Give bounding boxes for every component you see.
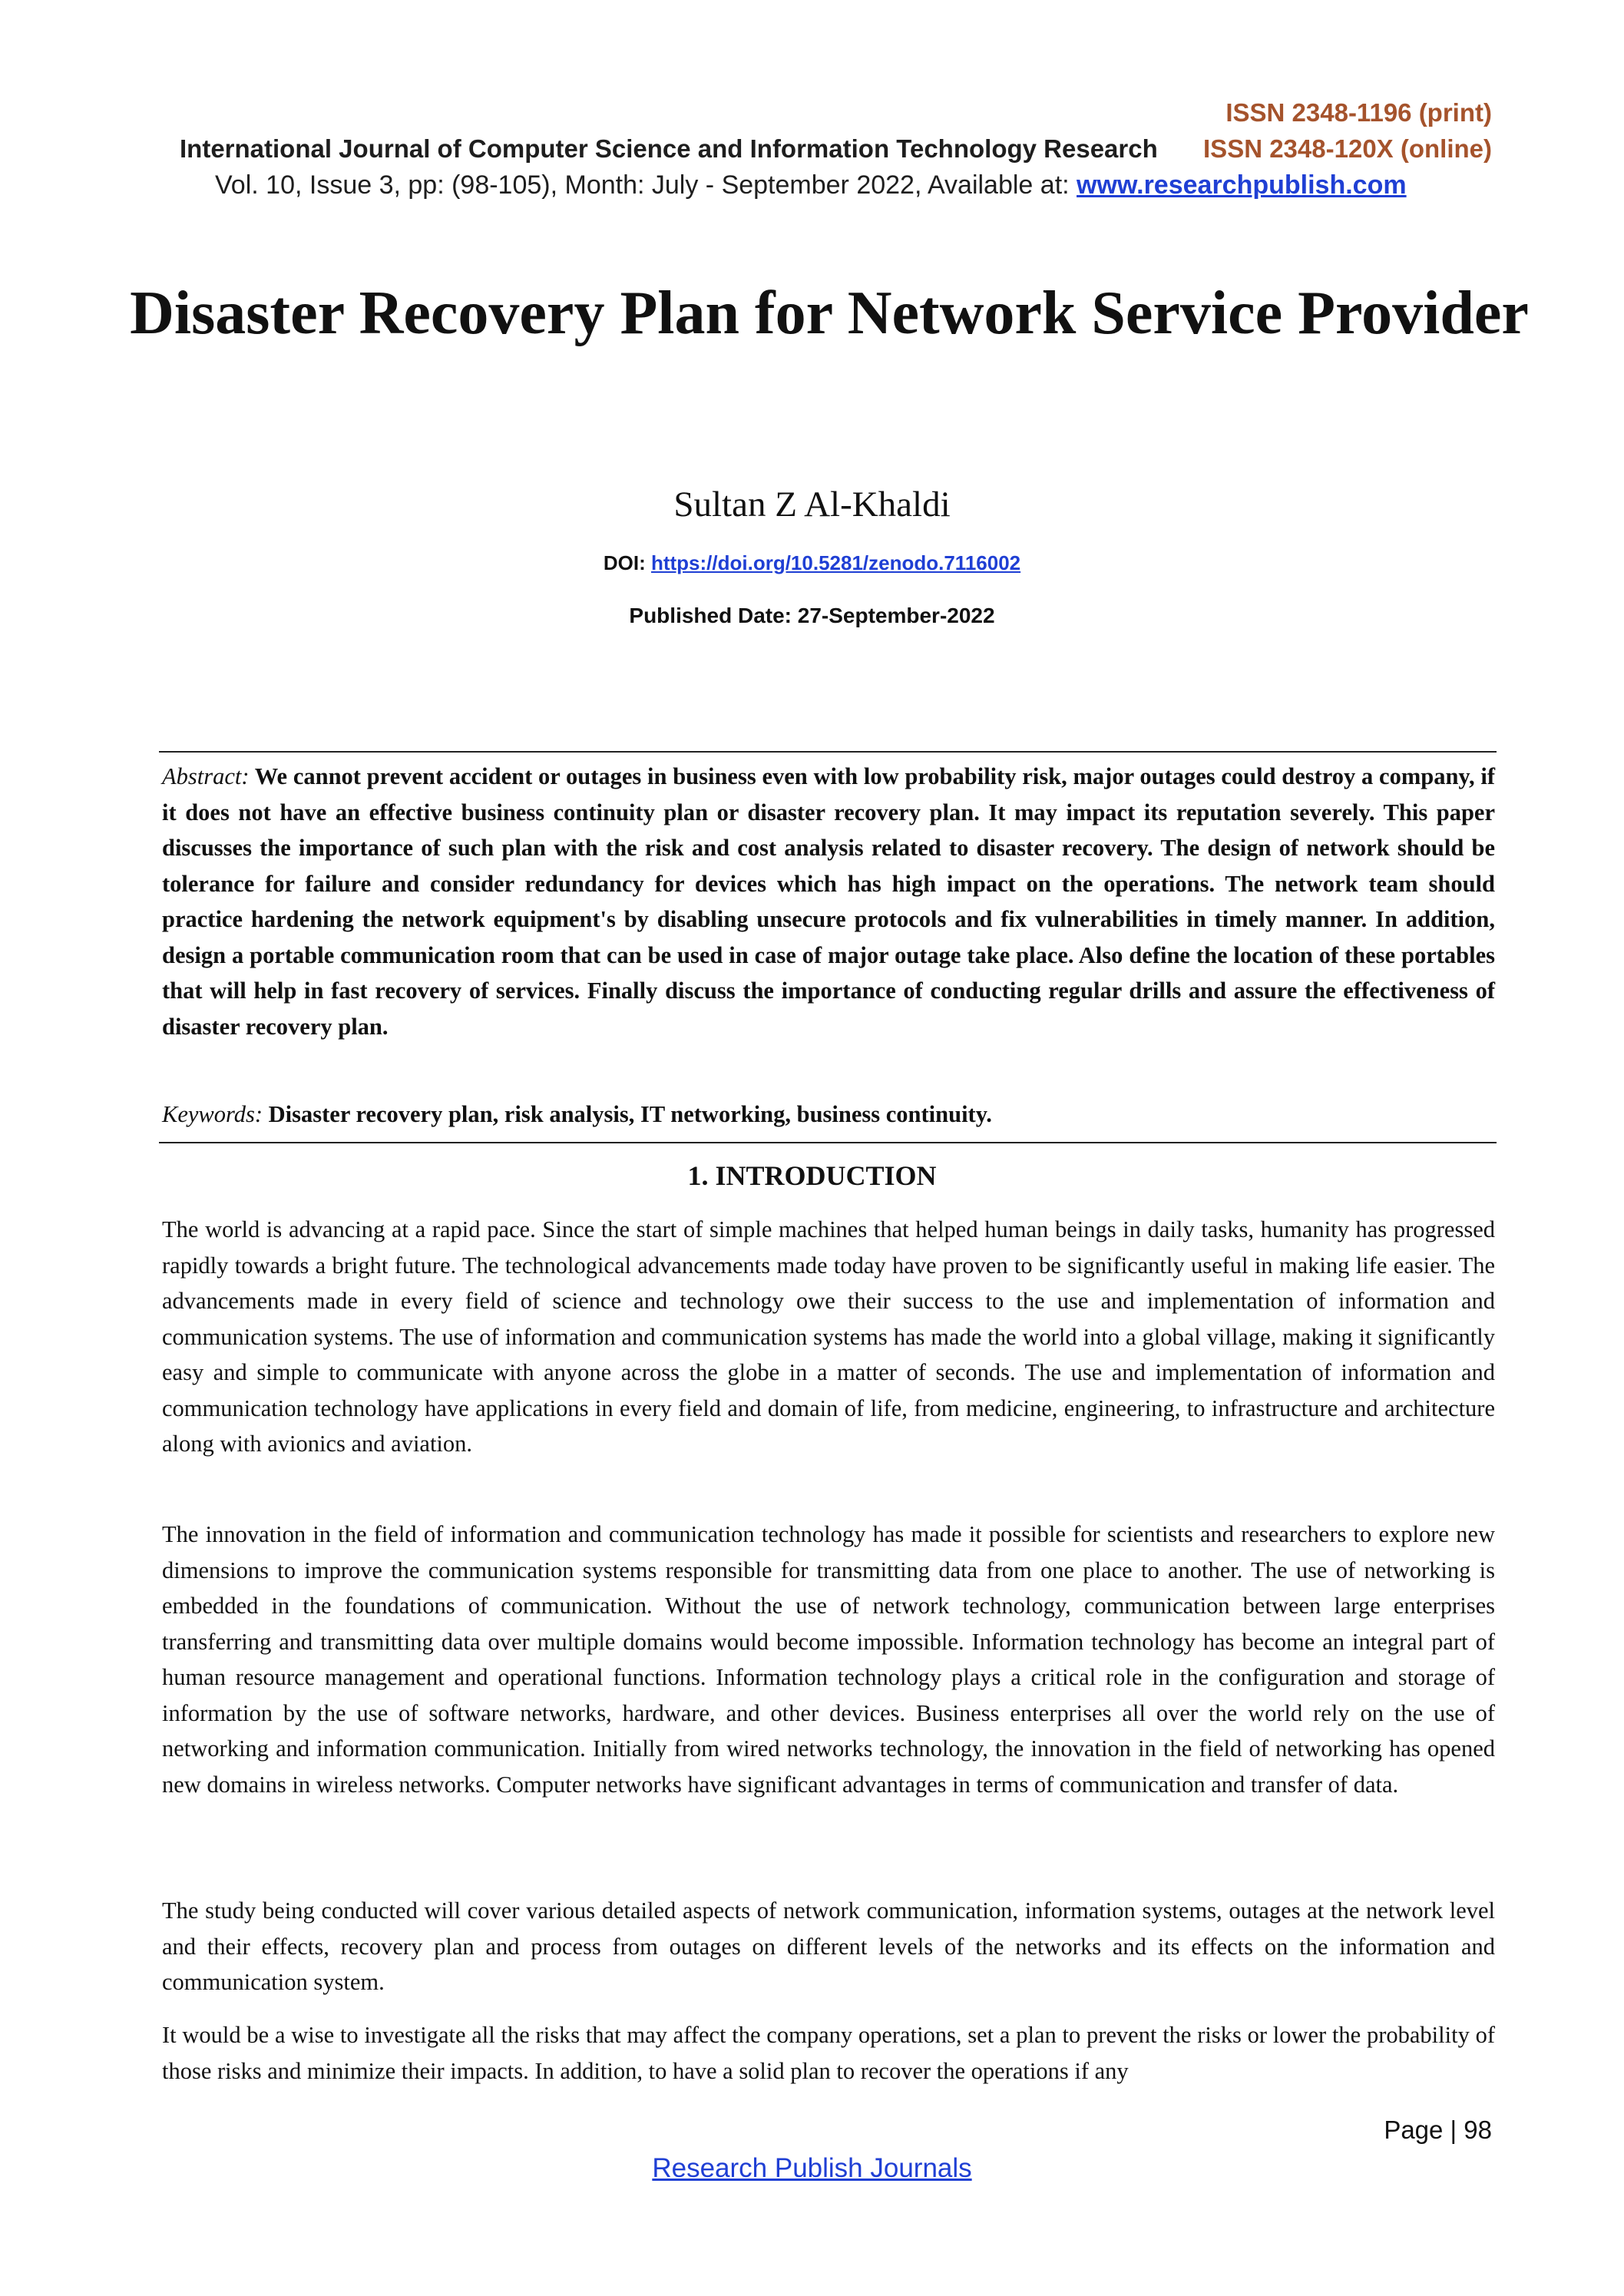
keywords: [162, 1097, 1495, 1132]
volume-info: [215, 170, 1407, 200]
publisher-link[interactable]: Research Publish Journals: [652, 2153, 972, 2183]
issn-print: ISSN 2348-1196 (print): [1225, 98, 1492, 127]
abstract-label: Abstract:: [162, 763, 250, 789]
issn-online: ISSN 2348-120X (online): [1203, 134, 1492, 163]
section-heading-introduction: 1. INTRODUCTION: [687, 1160, 937, 1191]
doi-label: DOI:: [603, 551, 651, 574]
doi-link[interactable]: https://doi.org/10.5281/zenodo.7116002: [650, 551, 1021, 574]
published-date: Published Date: 27-September-2022: [629, 604, 995, 627]
paper-title: Disaster Recovery Plan for Network Service Provider: [130, 280, 1529, 347]
page-number: Page | 98: [1384, 2116, 1492, 2144]
journal-name: International Journal of Computer Science and Information Technology Research: [180, 134, 1158, 163]
intro-paragraph-2: The innovation in the field of information and communication technology has made it possible for scientists and researchers to explore new dimensions to improve the communication systems responsible for transmitting data from one place to another. The use of networking is embedded in the foundations of communication. Without the use of network technology, communication between large enterprises transferring and transmitting data over multiple domains would become impossible. Information technology has become an integral part of human resource management and operational functions. Information technology plays a critical role in the configuration and storage of information by the use of software networks, hardware, and other devices. Business enterprises all over the world rely on the use of networking and information communication. Initially from wired networks technology, the innovation in the field of networking has opened new domains in wireless networks. Computer networks have significant advantages in terms of communication and transfer of data.: [162, 1521, 1495, 1798]
doi-line: [0, 551, 1624, 575]
intro-paragraph-4: It would be a wise to investigate all the risks that may affect the company operations, set a plan to prevent the risks or lower the probability of those risks and minimize their impacts. In addition, to have a solid plan to recover the operations if any: [162, 2022, 1495, 2084]
abstract-text: We cannot prevent accident or outages in business even with low probability risk, major outages could destroy a company, if it does not have an effective business continuity plan or disaster recovery plan. It may impact its reputation severely. This paper discusses the importance of such plan with the risk and cost analysis related to disaster recovery. The design of network should be tolerance for failure and consider redundancy for devices which has high impact on the operations. The network team should practice hardening the network equipment's by disabling unsecure protocols and fix vulnerabilities in timely manner. In addition, design a portable communication room that can be used in case of major outage take place. Also define the location of these portables that will help in fast recovery of services. Finally discuss the importance of conducting regular drills and assure the effectiveness of disaster recovery plan.: [162, 763, 1495, 1040]
journal-website-link[interactable]: www.researchpublish.com: [1077, 170, 1407, 200]
abstract-top-rule: [159, 751, 1497, 753]
abstract: [162, 759, 1495, 1044]
footer-publisher: [0, 2153, 1624, 2184]
volume-text: Vol. 10, Issue 3, pp: (98-105), Month: July - September 2022, Available at:: [215, 170, 1077, 200]
intro-paragraph-3: The study being conducted will cover various detailed aspects of network communication, information systems, outages at the network level and their effects, recovery plan and process from outages on different levels of the networks and its effects on the information and communication system.: [162, 1897, 1495, 1995]
abstract-bottom-rule: [159, 1142, 1497, 1143]
author-name: Sultan Z Al-Khaldi: [673, 485, 951, 524]
keywords-text: Disaster recovery plan, risk analysis, IT networking, business continuity.: [263, 1101, 992, 1127]
intro-paragraph-1: The world is advancing at a rapid pace. Since the start of simple machines that helped human beings in daily tasks, humanity has progressed rapidly towards a bright future. The technological advancements made today have proven to be significantly useful in making life easier. The advancements made in every field of science and technology owe their success to the use and implementation of information and communication systems. The use of information and communication systems has made the world into a global village, making it significantly easy and simple to communicate with anyone across the globe in a matter of seconds. The use and implementation of information and communication technology have applications in every field and domain of life, from medicine, engineering, to infrastructure and architecture along with avionics and aviation.: [162, 1216, 1495, 1457]
keywords-label: Keywords:: [162, 1101, 263, 1127]
